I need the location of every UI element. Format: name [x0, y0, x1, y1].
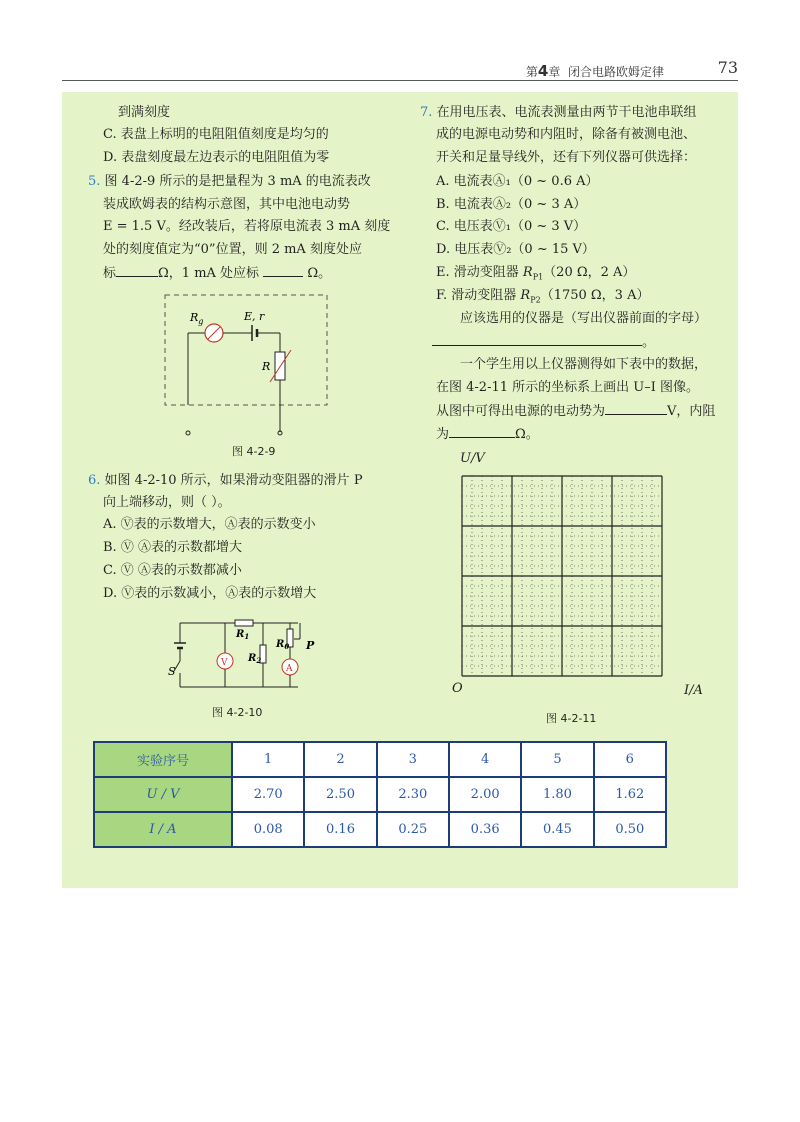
figure-4-2-9-caption: 图 4-2-9 — [232, 445, 276, 458]
figure-4-2-10 — [168, 615, 318, 695]
q6-number: 6. — [88, 473, 101, 488]
q4-option-c: C. 表盘上标明的电阻阻值刻度是均匀的 — [103, 127, 329, 142]
q7-data-line-4 — [436, 425, 539, 444]
q5-number: 5. — [88, 174, 101, 189]
graph-origin: O — [452, 681, 463, 696]
q7-number: 7. — [420, 105, 433, 120]
q5-line-1 — [88, 173, 371, 191]
figure-4-2-10-caption: 图 4-2-10 — [212, 706, 263, 719]
q5-text-5c: Ω。 — [307, 266, 332, 281]
page-header — [62, 56, 738, 80]
q5-line-4: 处的刻度值定为“0”位置，则 2 mA 刻度处应 — [103, 242, 362, 257]
voltage-cell: 2.00 — [449, 777, 521, 812]
q7-blank-emf[interactable] — [605, 402, 667, 415]
chapter-suffix: 章 — [548, 65, 561, 79]
label-rg: $R_g$ — [190, 311, 204, 326]
graph-x-label: I/A — [684, 683, 703, 698]
q5-line-3: E = 1.5 V。经改装后，若将原电流表 3 mA 刻度 — [103, 219, 391, 234]
q7-option-f-pre: F. 滑动变阻器 — [436, 288, 521, 303]
q6-option-c: C. Ⓥ Ⓐ表的示数都减小 — [103, 563, 242, 578]
row-header-current: I / A — [94, 812, 232, 847]
q5-blank-2ma[interactable] — [116, 264, 158, 277]
table-row-trial — [94, 742, 666, 777]
voltage-cell: 2.50 — [304, 777, 376, 812]
q5-blank-1ma[interactable] — [263, 264, 303, 277]
voltage-cell: 1.62 — [594, 777, 666, 812]
q6-line-2: 向上端移动，则（ ）。 — [103, 495, 231, 510]
header-rule — [62, 80, 738, 81]
figure-4-2-9 — [160, 290, 340, 440]
q7-select-line: 应该选用的仪器是（写出仪器前面的字母） — [460, 311, 708, 326]
q7-option-b: B. 电流表Ⓐ₂（0 ~ 3 A） — [436, 197, 587, 212]
q4-option-d: D. 表盘刻度最左边表示的电阻阻值为零 — [103, 150, 330, 165]
trial-cell: 4 — [449, 742, 521, 777]
q7-option-f — [436, 287, 649, 310]
label-p: P — [306, 639, 315, 652]
voltage-cell: 2.30 — [377, 777, 449, 812]
q5-line-5 — [103, 264, 331, 283]
q7-option-f-post: （1750 Ω，3 A） — [540, 288, 650, 303]
figure-4-2-11-grid[interactable] — [458, 472, 668, 682]
chapter-prefix: 第 — [525, 65, 538, 79]
q5-text-5b: Ω，1 mA 处应标 — [158, 266, 260, 281]
table-row-current — [94, 812, 666, 847]
trial-cell: 1 — [232, 742, 304, 777]
voltmeter-label: V — [221, 658, 228, 668]
q7-data-l3b: V，内阻 — [667, 404, 716, 419]
q7-option-e-post: （20 Ω，2 A） — [543, 265, 636, 280]
current-cell: 0.45 — [521, 812, 593, 847]
table-row-voltage — [94, 777, 666, 812]
q4-continuation: 到满刻度 — [118, 105, 171, 120]
current-cell: 0.50 — [594, 812, 666, 847]
q6-option-b: B. Ⓥ Ⓐ表的示数都增大 — [103, 540, 242, 555]
q7-data-l4a: 为 — [436, 427, 450, 442]
current-cell: 0.08 — [232, 812, 304, 847]
voltage-cell: 2.70 — [232, 777, 304, 812]
label-r: R — [262, 360, 271, 373]
q7-text-1: 在用电压表、电流表测量由两节干电池串联组 — [436, 105, 697, 120]
q7-line-3: 开关和足量导线外，还有下列仪器可供选择： — [436, 150, 697, 165]
q7-option-e-r: R — [522, 265, 533, 280]
trial-cell: 6 — [594, 742, 666, 777]
q7-option-f-r: R — [520, 288, 531, 303]
ammeter-label: A — [286, 664, 293, 674]
q7-option-e-pre: E. 滑动变阻器 — [436, 265, 523, 280]
q6-option-d: D. Ⓥ表的示数减小，Ⓐ表的示数增大 — [103, 586, 317, 601]
current-cell: 0.36 — [449, 812, 521, 847]
q7-option-d: D. 电压表Ⓥ₂（0 ~ 15 V） — [436, 242, 595, 257]
r1-icon — [235, 620, 253, 626]
q6-option-a: A. Ⓥ表的示数增大，Ⓐ表的示数变小 — [103, 517, 316, 532]
label-r0: $R_0$ — [276, 639, 290, 651]
chapter-heading — [526, 62, 664, 80]
current-cell: 0.16 — [304, 812, 376, 847]
data-table — [93, 741, 667, 848]
terminal-left — [186, 431, 190, 435]
q5-text-1: 图 4-2-9 所示的是把量程为 3 mA 的电流表改 — [104, 174, 371, 189]
q7-data-line-3 — [436, 402, 715, 421]
trial-cell: 5 — [521, 742, 593, 777]
row-header-trial: 实验序号 — [94, 742, 232, 777]
q7-option-c: C. 电压表Ⓥ₁（0 ~ 3 V） — [436, 219, 587, 234]
chapter-number: 4 — [537, 62, 549, 80]
q7-option-a: A. 电流表Ⓐ₁（0 ~ 0.6 A） — [436, 174, 599, 189]
chapter-title: 闭合电路欧姆定律 — [567, 65, 664, 79]
q5-text-5a: 标 — [103, 266, 117, 281]
current-cell: 0.25 — [377, 812, 449, 847]
q7-option-e-sub: P1 — [532, 272, 544, 282]
q6-line-1 — [88, 472, 363, 490]
graph-y-label: U/V — [460, 451, 485, 466]
label-r2: $R_2$ — [248, 653, 262, 665]
q7-select-end: 。 — [642, 335, 656, 350]
q7-data-line-2: 在图 4-2-11 所示的坐标系上画出 U–I 图像。 — [436, 380, 699, 395]
q7-data-line-1: 一个学生用以上仪器测得如下表中的数据， — [460, 357, 708, 372]
label-s: S — [168, 665, 176, 678]
q7-line-2: 成的电源电动势和内阻时，除备有被测电池、 — [436, 127, 697, 142]
q6-text-1: 如图 4-2-10 所示，如果滑动变阻器的滑片 P — [104, 473, 363, 488]
q5-line-2: 装成欧姆表的结构示意图，其中电池电动势 — [103, 197, 351, 212]
page-number: 73 — [717, 58, 738, 77]
row-header-voltage: U / V — [94, 777, 232, 812]
fig10-bg — [168, 615, 318, 695]
q7-option-f-sub: P2 — [530, 295, 541, 305]
q7-select-answer — [432, 333, 655, 352]
q7-option-e — [436, 264, 635, 287]
label-er: E, r — [244, 310, 265, 323]
q7-data-l4b: Ω。 — [515, 427, 539, 442]
q7-line-1 — [420, 104, 697, 122]
figure-4-2-11-caption: 图 4-2-11 — [546, 712, 597, 725]
trial-cell: 2 — [304, 742, 376, 777]
q7-data-l3a: 从图中可得出电源的电动势为 — [436, 404, 606, 419]
q7-blank-resistance[interactable] — [449, 425, 515, 438]
trial-cell: 3 — [377, 742, 449, 777]
label-r1: $R_1$ — [236, 629, 250, 641]
voltage-cell: 1.80 — [521, 777, 593, 812]
q7-blank-instruments[interactable] — [432, 333, 642, 346]
